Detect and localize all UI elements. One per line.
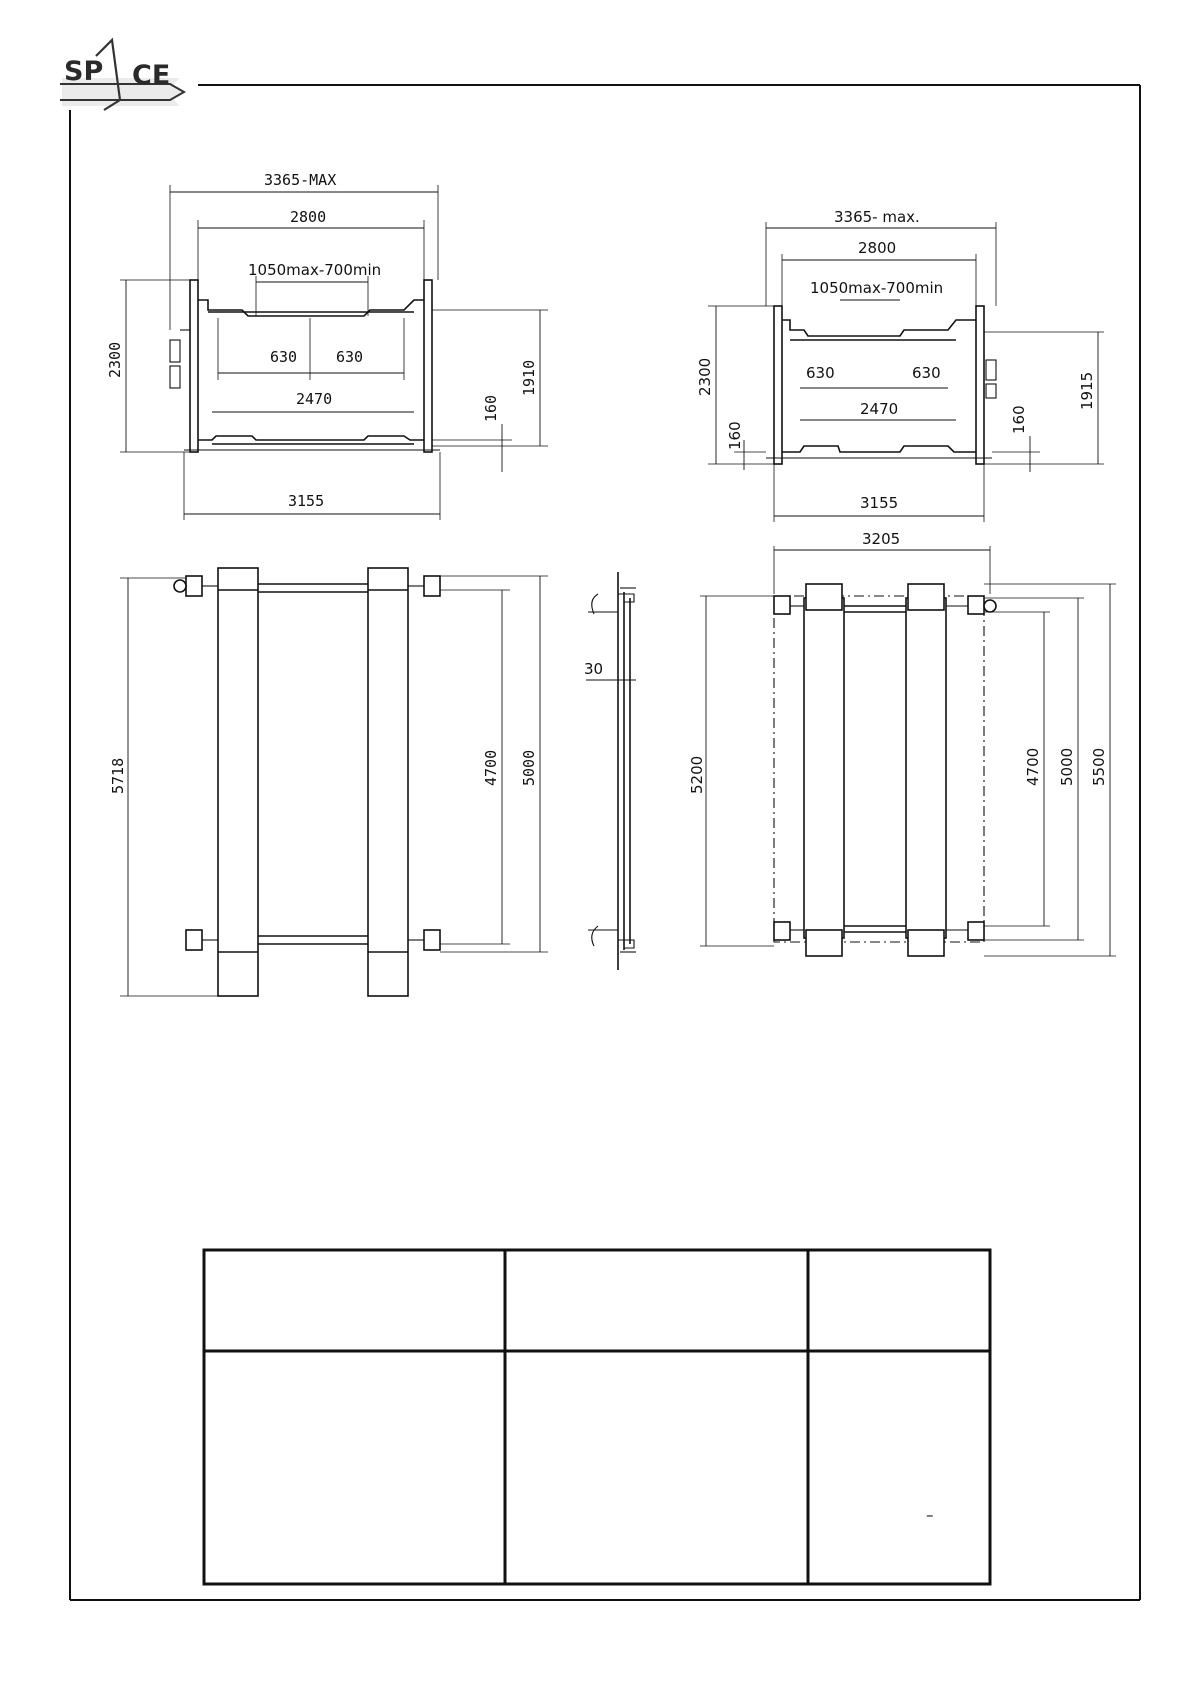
dim-height-right-1910: 1910 xyxy=(520,359,538,396)
dim-base-width-left: 3155 xyxy=(288,492,325,510)
dim-overall-width-left: 3365-MAX xyxy=(264,171,337,189)
dim-overall-length-5718: 5718 xyxy=(109,757,127,794)
dim-gap-right-630: 630 xyxy=(336,348,364,366)
dim-height-left-2300-right: 2300 xyxy=(696,357,714,396)
dim-2800-left: 2800 xyxy=(290,208,327,226)
dim-length-5200: 5200 xyxy=(688,755,706,794)
dim-inner-width-left: 2470 xyxy=(296,390,333,408)
title-block xyxy=(204,1250,990,1584)
dim-base-right-160: 160 xyxy=(1010,405,1028,434)
space-logo xyxy=(60,40,186,110)
dim-base-left-160: 160 xyxy=(726,421,744,450)
dim-base-width-right: 3155 xyxy=(860,494,899,512)
dim-overall-width-right: 3365- max. xyxy=(834,208,920,226)
logo-text-left: SP xyxy=(64,56,104,87)
dim-span-range-left: 1050max-700min xyxy=(248,261,382,279)
dim-gap-left-630: 630 xyxy=(270,348,298,366)
dim-gap-right-630-right: 630 xyxy=(912,364,941,382)
dim-length-5000-right: 5000 xyxy=(1058,747,1076,786)
dim-inner-width-right: 2470 xyxy=(860,400,899,418)
dim-height-left-2300: 2300 xyxy=(106,341,124,378)
dim-2800-right: 2800 xyxy=(858,239,897,257)
plan-view-left xyxy=(109,568,548,996)
logo-text-right: CE xyxy=(132,60,171,91)
dim-height-right-1915: 1915 xyxy=(1078,371,1096,410)
side-view xyxy=(584,572,636,970)
front-view-left xyxy=(106,171,548,520)
dim-base-height-160: 160 xyxy=(482,394,500,422)
dim-length-5500: 5500 xyxy=(1090,747,1108,786)
front-view-right xyxy=(696,208,1104,522)
title-block-mark: – xyxy=(926,1506,934,1524)
dim-length-4700-right: 4700 xyxy=(1024,747,1042,786)
dim-overall-width-3205: 3205 xyxy=(862,530,901,548)
dim-offset-30: 30 xyxy=(584,660,604,678)
dim-span-range-right: 1050max-700min xyxy=(810,279,944,297)
dim-length-5000-left: 5000 xyxy=(520,749,538,786)
dim-length-4700-left: 4700 xyxy=(482,749,500,786)
plan-view-right xyxy=(688,530,1116,956)
dim-gap-left-630-right: 630 xyxy=(806,364,835,382)
